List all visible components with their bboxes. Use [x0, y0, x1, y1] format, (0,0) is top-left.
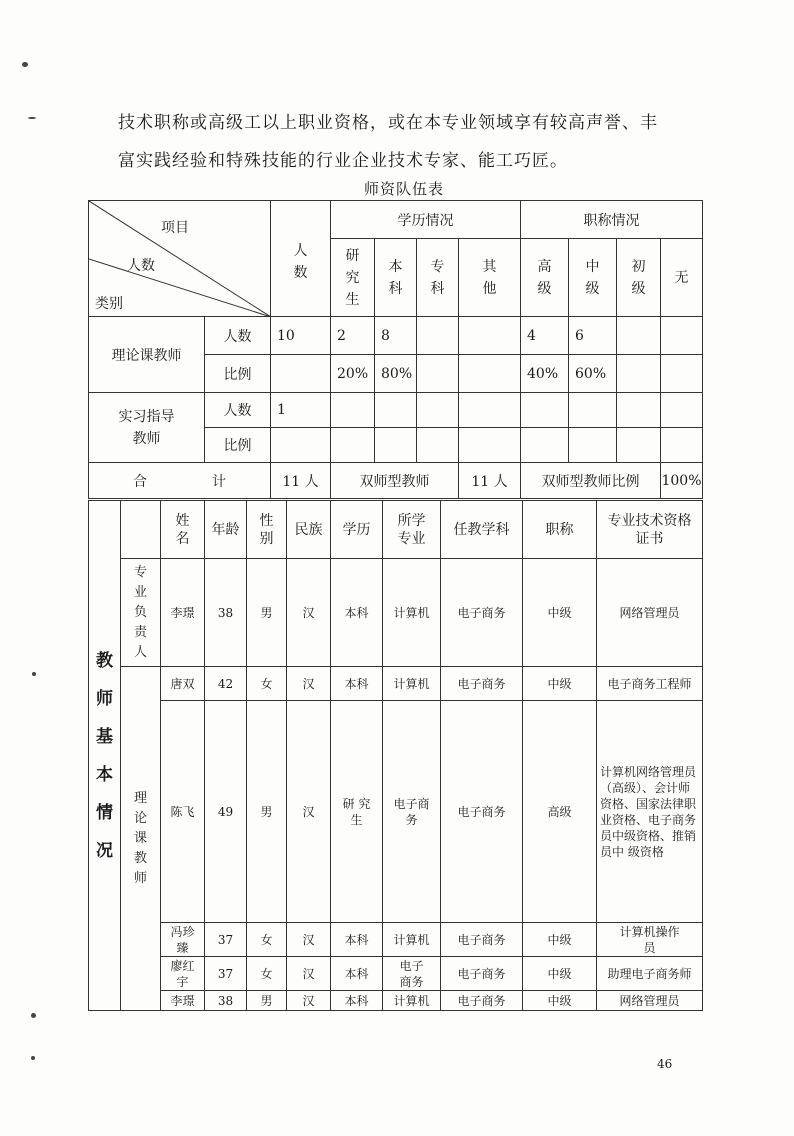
scan-speck [28, 117, 36, 119]
row-gender: 男 [247, 991, 287, 1011]
theory-college-ratio [417, 355, 459, 393]
col-age: 年龄 [205, 501, 247, 559]
theory-bachelor: 8 [375, 317, 417, 355]
row-cert: 网络管理员 [597, 991, 703, 1011]
row-edu: 本科 [331, 667, 383, 701]
row-ethnic: 汉 [287, 957, 331, 991]
row-cert-text: 计算机操作员 [619, 924, 680, 955]
row-cert: 网络管理员 [597, 559, 703, 667]
row-name [161, 923, 205, 957]
header-edu-bachelor-text: 本科 [388, 258, 403, 297]
row-title: 中级 [523, 923, 597, 957]
header-title-junior-text: 初级 [631, 258, 646, 297]
row-cert [597, 957, 703, 991]
dual-ratio-value: 100% [661, 463, 703, 499]
corner-diagonal-cell [89, 201, 271, 317]
total-label [89, 463, 271, 499]
row-edu: 本科 [331, 559, 383, 667]
group-lead-text: 专业负责人 [133, 564, 147, 660]
theory-people-ratio [271, 355, 331, 393]
theory-bachelor-ratio: 80% [375, 355, 417, 393]
row-name: 李璟 [161, 991, 205, 1011]
col-gender-text: 性别 [259, 512, 274, 547]
col-ethnic: 民族 [287, 501, 331, 559]
row-edu: 本科 [331, 923, 383, 957]
row-edu: 本科 [331, 991, 383, 1011]
row-major: 计算机 [383, 923, 441, 957]
practice-teacher-text: 实习指导教师 [118, 408, 175, 447]
row-major-text: 电子商务 [399, 958, 424, 989]
row-cert [597, 923, 703, 957]
row-ethnic: 汉 [287, 701, 331, 923]
theory-count-label: 人数 [205, 317, 271, 355]
row-ethnic: 汉 [287, 991, 331, 1011]
theory-grad-ratio: 20% [331, 355, 375, 393]
col-name [161, 501, 205, 559]
header-people-text: 人数 [293, 242, 308, 281]
header-edu-other [459, 239, 521, 317]
row-cert-text: 助理电子商务师 [607, 966, 692, 981]
theory-junior-ratio [617, 355, 661, 393]
row-name-text: 冯珍臻 [170, 924, 195, 955]
theory-ratio-label: 比例 [205, 355, 271, 393]
scan-speck [22, 62, 28, 67]
row-edu: 本科 [331, 957, 383, 991]
row-age: 37 [205, 957, 247, 991]
practice-count-label: 人数 [205, 393, 271, 428]
header-title: 职称情况 [521, 201, 703, 239]
header-title-none-text: 无 [674, 269, 689, 286]
theory-grad: 2 [331, 317, 375, 355]
row-major-text: 电子商务 [393, 796, 430, 827]
header-title-middle [569, 239, 617, 317]
col-gender [247, 501, 287, 559]
intro-line: 富实践经验和特殊技能的行业企业技术专家、能工巧匠。 [118, 151, 568, 171]
row-gender: 女 [247, 923, 287, 957]
corner-category-label: 类别 [95, 296, 123, 312]
dual-teacher-count: 11 人 [459, 463, 521, 499]
theory-senior-ratio: 40% [521, 355, 569, 393]
row-name: 李璟 [161, 559, 205, 667]
row-major: 计算机 [383, 667, 441, 701]
header-title-senior-text: 高级 [537, 258, 552, 297]
row-title: 中级 [523, 667, 597, 701]
row-major [383, 701, 441, 923]
practice-ratio-label: 比例 [205, 428, 271, 463]
row-subject: 电子商务 [441, 923, 523, 957]
header-edu-bachelor [375, 239, 417, 317]
intro-line: 技术职称或高级工以上职业资格，或在本专业领域享有较高声誉、丰 [118, 113, 658, 133]
col-cert-text: 专业技术资格证书 [607, 512, 692, 547]
theory-teacher-label: 理论课教师 [89, 317, 205, 393]
row-name [161, 957, 205, 991]
roster-section-label [89, 501, 121, 1011]
group-theory-label [121, 667, 161, 1011]
row-age: 49 [205, 701, 247, 923]
header-edu-college [417, 239, 459, 317]
row-gender: 男 [247, 559, 287, 667]
row-ethnic: 汉 [287, 667, 331, 701]
practice-teacher-label [89, 393, 205, 463]
row-ethnic: 汉 [287, 923, 331, 957]
theory-none [661, 317, 703, 355]
col-cert [597, 501, 703, 559]
roster-section-text: 教师基本情况 [96, 650, 113, 861]
col-major [383, 501, 441, 559]
row-subject: 电子商务 [441, 991, 523, 1011]
practice-people: 1 [271, 393, 331, 428]
dual-ratio-label: 双师型教师比例 [521, 463, 661, 499]
scan-speck [31, 1056, 35, 1060]
total-label-a: 合 [133, 473, 148, 490]
row-title: 中级 [523, 991, 597, 1011]
col-title: 职称 [523, 501, 597, 559]
theory-junior [617, 317, 661, 355]
row-cert: 计算机网络管理员（高级）、会计师资格、国家法律职业资格、电子商务员中级资格、推销员中 级资格 [597, 701, 703, 923]
row-subject: 电子商务 [441, 701, 523, 923]
header-edu-grad [331, 239, 375, 317]
group-theory-text: 理论课教师 [133, 790, 147, 886]
roster-group-header [121, 501, 161, 559]
row-edu-text: 研 究 生 [342, 796, 371, 827]
theory-other-ratio [459, 355, 521, 393]
row-title: 中级 [523, 957, 597, 991]
row-age: 38 [205, 559, 247, 667]
dual-teacher-label: 双师型教师 [331, 463, 459, 499]
header-title-none [661, 239, 703, 317]
row-subject: 电子商务 [441, 559, 523, 667]
row-age: 37 [205, 923, 247, 957]
col-name-text: 姓名 [175, 512, 190, 547]
header-people [271, 201, 331, 317]
theory-people: 10 [271, 317, 331, 355]
corner-item-label: 项目 [161, 220, 189, 236]
row-name: 唐双 [161, 667, 205, 701]
row-gender: 女 [247, 957, 287, 991]
scan-speck [32, 672, 36, 676]
staff-summary-table [88, 200, 703, 499]
row-ethnic: 汉 [287, 559, 331, 667]
header-title-middle-text: 中级 [585, 258, 600, 297]
theory-middle-ratio: 60% [569, 355, 617, 393]
scan-speck [31, 1013, 36, 1018]
row-cert-text: 电子商务工程师 [607, 676, 692, 691]
row-cert [597, 667, 703, 701]
row-name-text: 廖红宇 [170, 958, 195, 989]
total-people: 11 人 [271, 463, 331, 499]
theory-none-ratio [661, 355, 703, 393]
row-title: 中级 [523, 559, 597, 667]
teacher-roster-table [88, 500, 703, 1011]
row-gender: 男 [247, 701, 287, 923]
header-education: 学历情况 [331, 201, 521, 239]
header-edu-other-text: 其他 [482, 258, 497, 297]
row-gender: 女 [247, 667, 287, 701]
group-lead-label [121, 559, 161, 667]
row-subject: 电子商务 [441, 667, 523, 701]
header-title-junior [617, 239, 661, 317]
row-major: 计算机 [383, 991, 441, 1011]
row-age: 38 [205, 991, 247, 1011]
intro-paragraph [118, 104, 758, 180]
theory-college [417, 317, 459, 355]
theory-other [459, 317, 521, 355]
col-major-text: 所学专业 [397, 512, 426, 547]
row-major [383, 957, 441, 991]
row-edu [331, 701, 383, 923]
header-edu-college-text: 专科 [430, 258, 445, 297]
header-edu-grad-text: 研究生 [345, 247, 360, 308]
theory-senior: 4 [521, 317, 569, 355]
total-label-b: 计 [211, 473, 226, 490]
theory-middle: 6 [569, 317, 617, 355]
row-name: 陈飞 [161, 701, 205, 923]
col-edu: 学历 [331, 501, 383, 559]
col-subject: 任教学科 [441, 501, 523, 559]
row-age: 42 [205, 667, 247, 701]
row-major: 计算机 [383, 559, 441, 667]
corner-count-label: 人数 [127, 258, 155, 274]
row-title: 高级 [523, 701, 597, 923]
table-title: 师资队伍表 [364, 180, 445, 198]
page-number: 46 [657, 1057, 673, 1071]
header-title-senior [521, 239, 569, 317]
row-subject: 电子商务 [441, 957, 523, 991]
